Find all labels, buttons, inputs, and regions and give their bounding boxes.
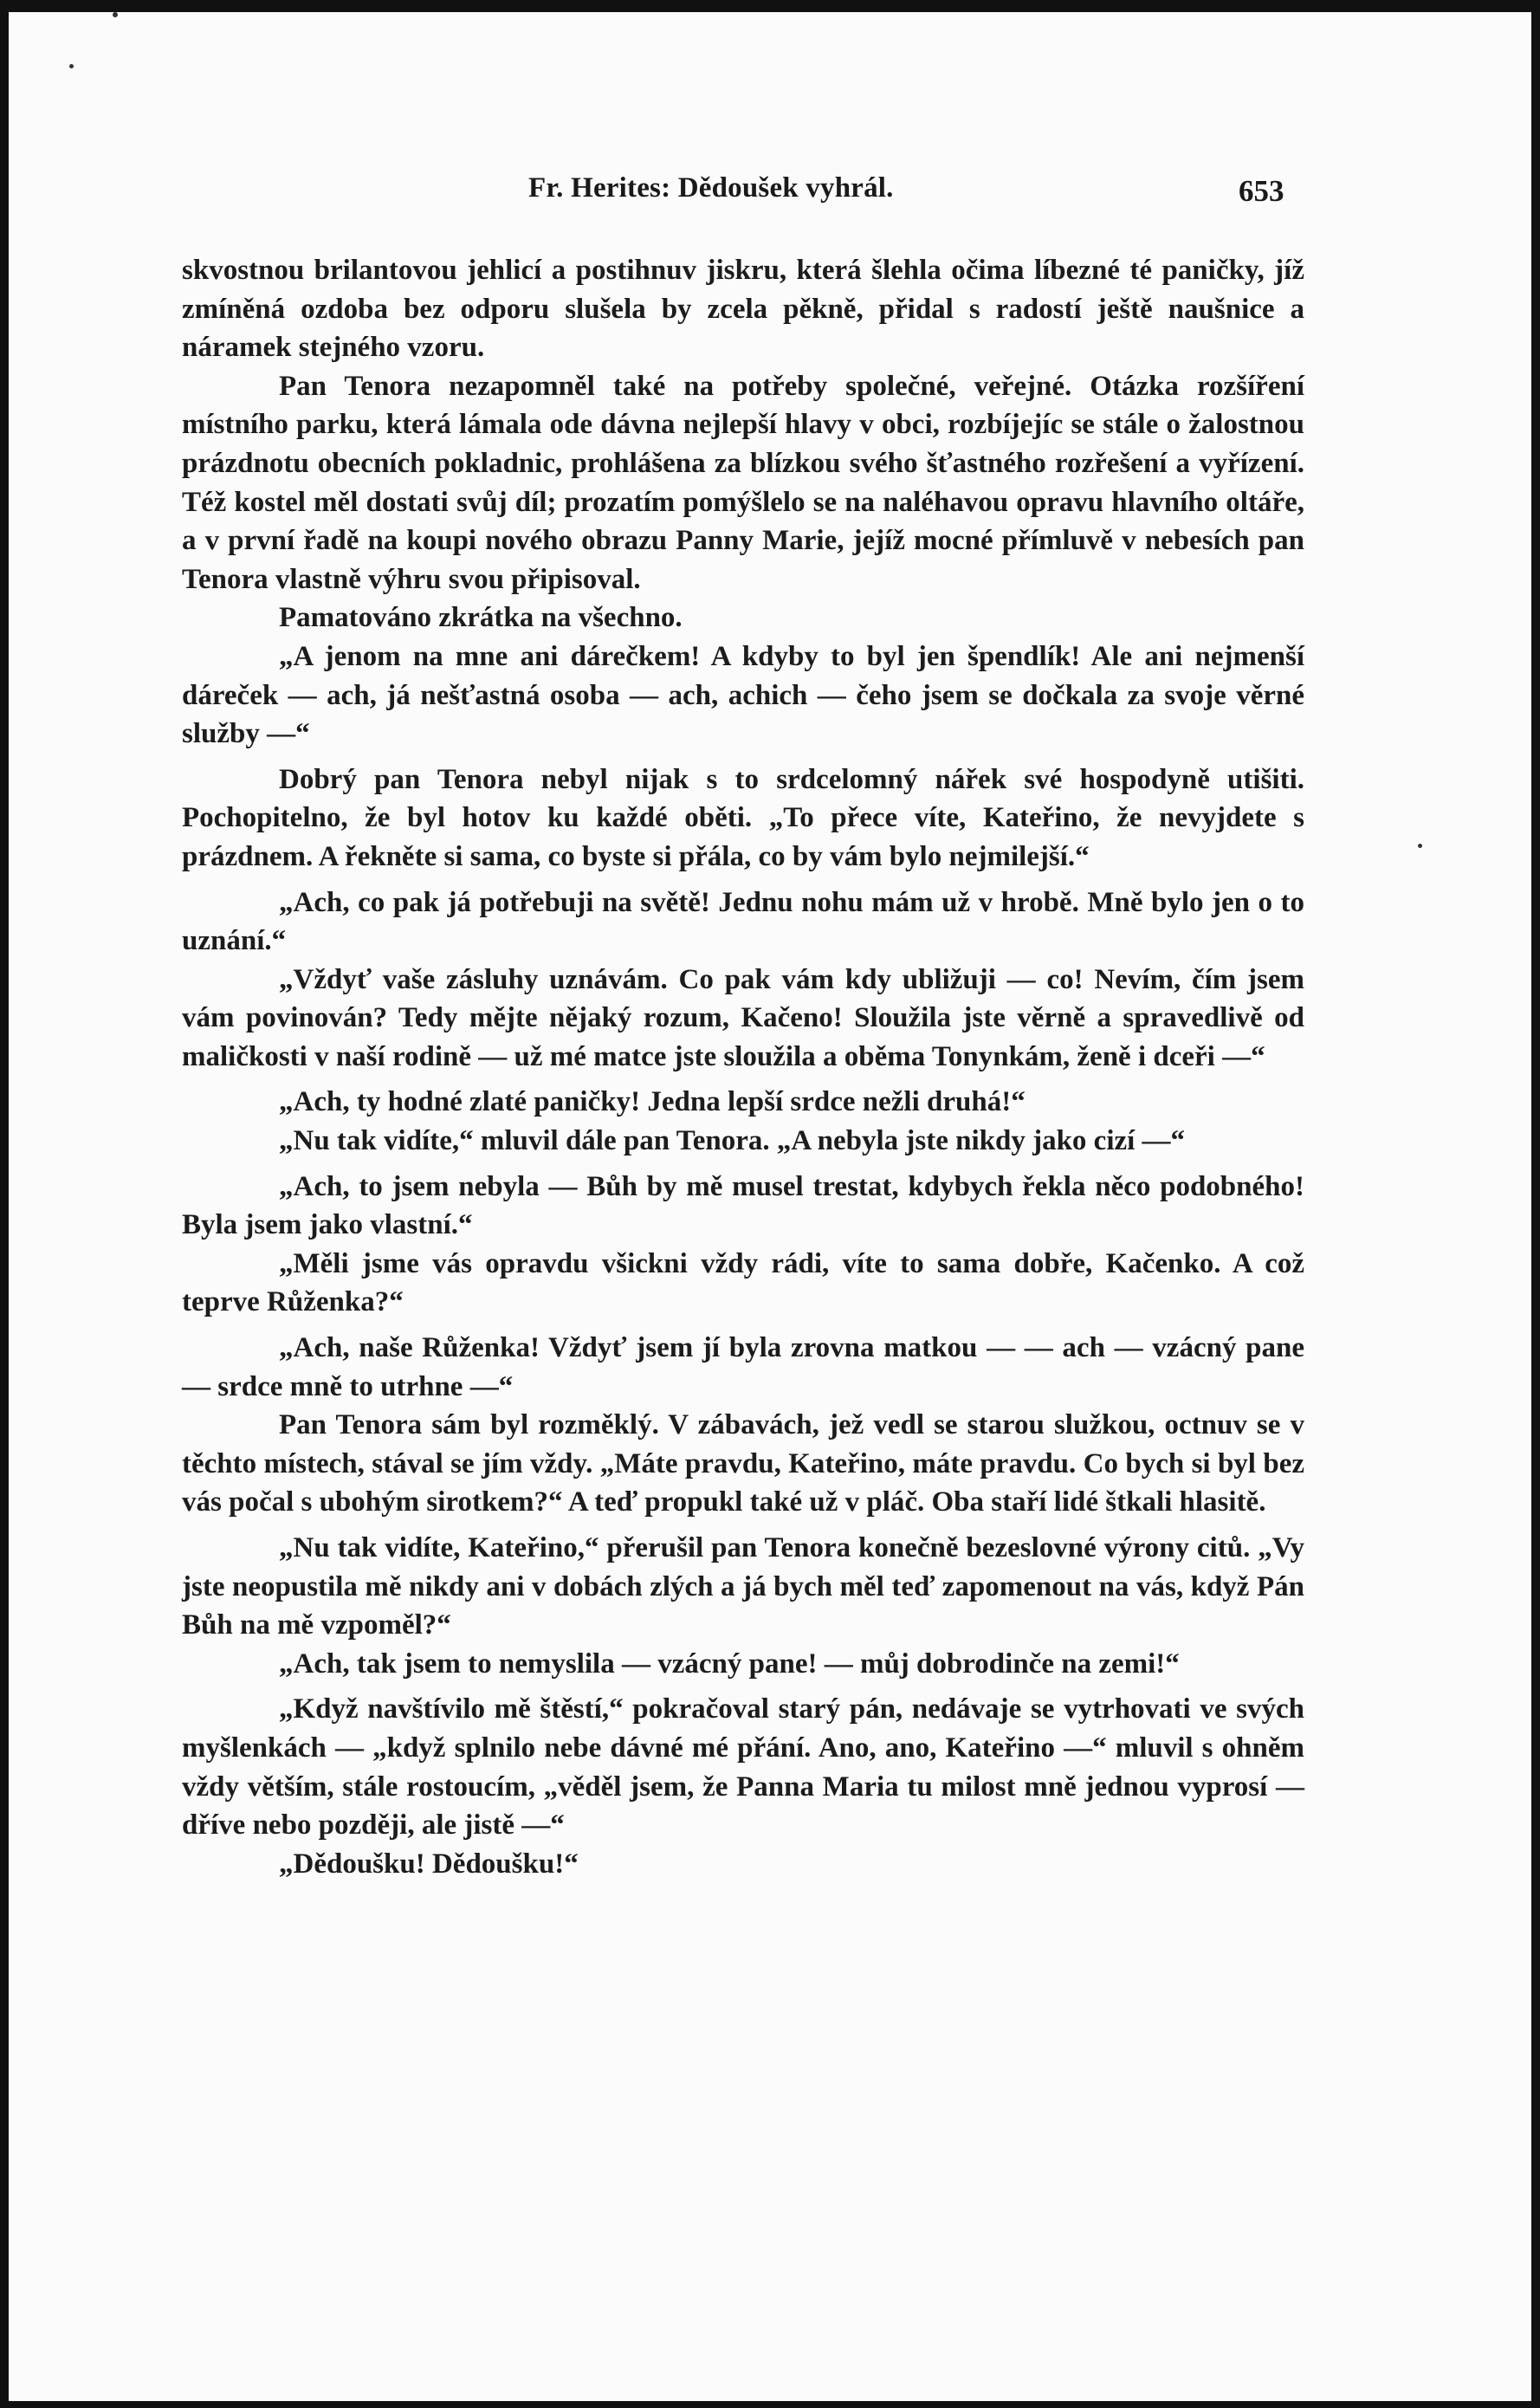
paragraph: Pamatováno zkrátka na všechno. xyxy=(279,602,683,634)
print-speck xyxy=(1418,844,1422,848)
paragraph: Pan Tenora sám byl rozměklý. V zábavách, jež vedl se starou služkou, octnuv se v těchto místech, stával se jím vždy. „Máte pravdu, Kateřino, máte pravdu. Co bych si byl bez vás počal s ubohým sirotkem?“ A teď propukl také už v pláč. Oba staří lidé štkali hlasitě. xyxy=(182,1409,1304,1518)
paragraph: „Měli jsme vás opravdu všickni vždy rádi, víte to sama dobře, Kačenko. A což teprve Růženka?“ xyxy=(182,1247,1304,1318)
paragraph: Dobrý pan Tenora nebyl nijak s to srdcelomný nářek své hospodyně utišiti. Pochopitelno, že byl hotov ku každé oběti. „To přece víte, Kateřino, že nevyjdete s prázdnem. A řekněte si sama, co byste si přála, co by vám bylo nejmilejší.“ xyxy=(182,763,1304,872)
page-number: 653 xyxy=(1239,174,1284,208)
paragraph: „Ach, to jsem nebyla — Bůh by mě musel trestat, kdybych řekla něco podobného! Byla jsem jako vlastní.“ xyxy=(182,1170,1304,1241)
paragraph: „Ach, naše Růženka! Vždyť jsem jí byla zrovna matkou — — ach — vzácný pane — srdce mně to utrhne —“ xyxy=(182,1332,1304,1402)
paragraph: „Ach, co pak já potřebuji na světě! Jednu nohu mám už v hrobě. Mně bylo jen o to uznání.“ xyxy=(182,886,1304,957)
paragraph: „Ach, ty hodné zlaté paničky! Jedna lepší srdce nežli druhá!“ xyxy=(279,1086,1026,1118)
body-text xyxy=(182,251,1304,1883)
paragraph: „Když navštívilo mě štěstí,“ pokračoval starý pán, nedávaje se vytrhovati ve svých myšlenkách — „když splnilo nebe dávné mé přání. Ano, ano, Kateřino —“ mluvil s ohněm vždy větším, stále rostoucím, „věděl jsem, že Panna Maria tu milost mně jednou vyprosí — dříve nebo později, ale jistě —“ xyxy=(182,1693,1304,1842)
page-header xyxy=(9,172,1531,216)
print-speck xyxy=(113,12,118,17)
paragraph: „Ach, tak jsem to nemyslila — vzácný pane! — můj dobrodinče na zemi!“ xyxy=(279,1647,1180,1680)
paragraph: „Nu tak vidíte, Kateřino,“ přerušil pan Tenora konečně bezeslovné výrony citů. „Vy jste neopustila mě nikdy ani v dobách zlých a já bych měl teď zapomenout na vás, když Pán Bůh na mě vzpoměl?“ xyxy=(182,1532,1304,1641)
print-speck xyxy=(69,64,74,68)
paragraph: „A jenom na mne ani dárečkem! A kdyby to byl jen špendlík! Ale ani nejmenší dáreček — ach, já nešťastná osoba — ach, achich — čeho jsem se dočkala za svoje věrné služby —“ xyxy=(182,640,1304,750)
paragraph: „Nu tak vidíte,“ mluvil dále pan Tenora. „A nebyla jste nikdy jako cizí —“ xyxy=(279,1125,1186,1157)
paragraph: „Dědoušku! Dědoušku!“ xyxy=(279,1848,579,1880)
book-page xyxy=(9,12,1531,2401)
paragraph: Pan Tenora nezapomněl také na potřeby společné, veřejné. Otázka rozšíření místního parku, která lámala ode dávna nejlepší hlavy v obci, rozbíjejíc se stále o žalostnou prázdnotu obecních pokladnic, prohlášena za blízkou svého šťastného rozřešení a vyřízení. Též kostel měl dostati svůj díl; prozatím pomýšlelo se na naléhavou opravu hlavního oltáře, a v první řadě na koupi nového obrazu Panny Marie, jejíž mocné přímluvě v nebesích pan Tenora vlastně výhru svou připisoval. xyxy=(182,370,1304,595)
running-head: Fr. Herites: Dědoušek vyhrál. xyxy=(528,172,894,204)
paragraph: skvostnou brilantovou jehlicí a postihnuv jiskru, která šlehla očima líbezné té paničky, jíž zmíněná ozdoba bez odporu slušela by zcela pěkně, přidal s radostí ještě naušnice a náramek stejného vzoru. xyxy=(182,255,1304,364)
paragraph: „Vždyť vaše zásluhy uznávám. Co pak vám kdy ubližuji — co! Nevím, čím jsem vám povinován? Tedy mějte nějaký rozum, Kačeno! Sloužila jste věrně a spravedlivě od maličkosti v naší rodině — už mé matce jste sloužila a oběma Tonynkám, ženě i dceři —“ xyxy=(182,963,1304,1072)
